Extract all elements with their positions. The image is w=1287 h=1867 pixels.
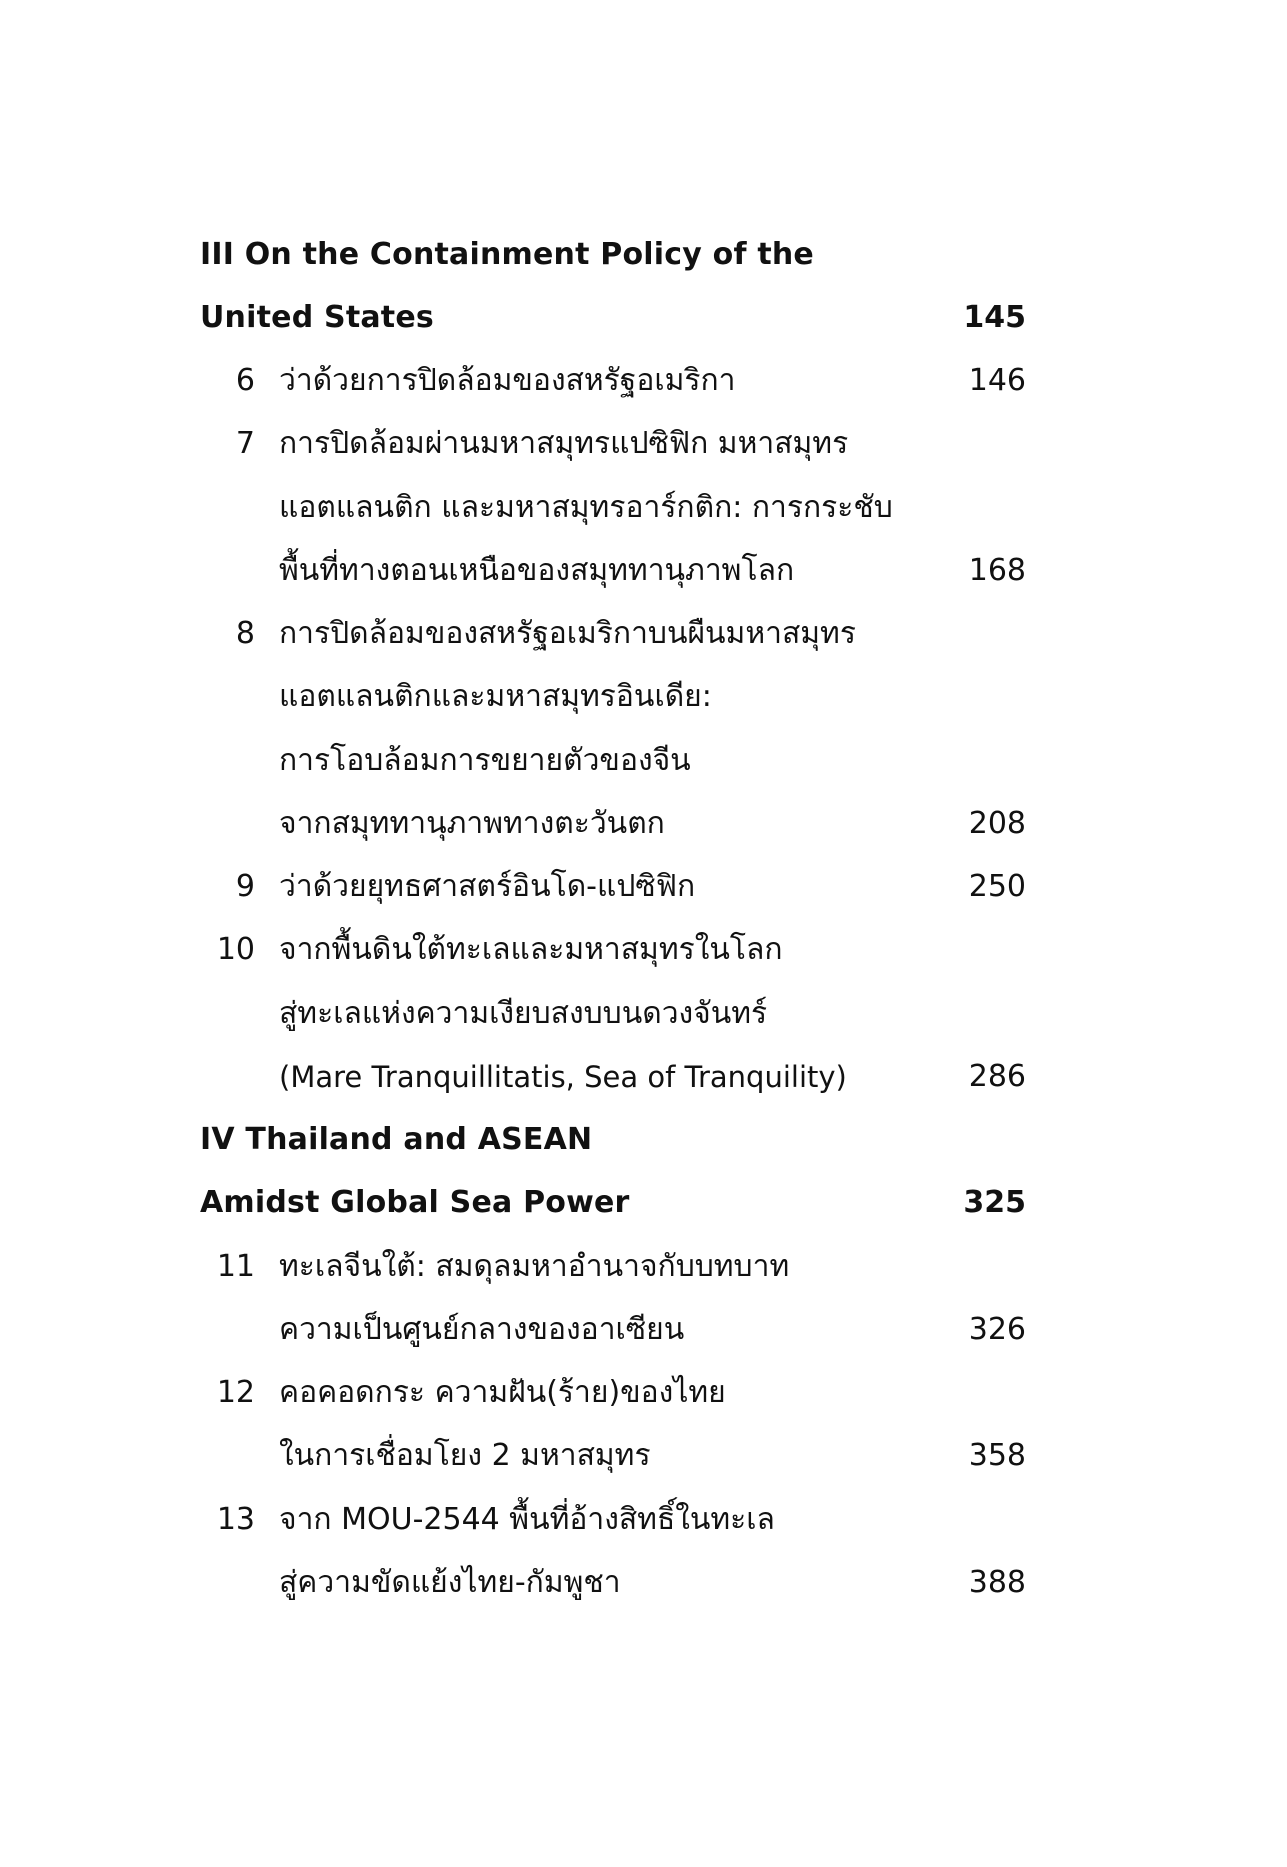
chapter-title-continuation xyxy=(0,982,1287,1046)
chapter-number: 8 xyxy=(235,616,255,651)
chapter-title: จากสมุททานุภาพทางตะวันตก xyxy=(279,806,665,841)
chapter-title: ทะเลจีนใต้: สมดุลมหาอำนาจกับบทบาท xyxy=(279,1249,790,1284)
chapter-page-number: 168 xyxy=(968,553,1026,588)
chapter-title: ความเป็นศูนย์กลางของอาเซียน xyxy=(279,1312,685,1347)
chapter-title: การปิดล้อมของสหรัฐอเมริกาบนผืนมหาสมุทร xyxy=(279,616,856,651)
chapter-number: 9 xyxy=(235,869,255,904)
chapter-title-continuation xyxy=(0,665,1287,729)
chapter-title-continuation xyxy=(0,1551,1287,1615)
chapter-entry xyxy=(0,349,1287,413)
chapter-number: 13 xyxy=(216,1502,255,1537)
chapter-page-number: 358 xyxy=(968,1438,1026,1473)
chapter-page-number: 286 xyxy=(968,1059,1026,1094)
chapter-page-number: 326 xyxy=(968,1312,1026,1347)
chapter-entry xyxy=(0,1361,1287,1425)
chapter-entry xyxy=(0,918,1287,982)
chapter-title-continuation xyxy=(0,539,1287,603)
chapter-entry xyxy=(0,1488,1287,1552)
chapter-title-continuation xyxy=(0,1424,1287,1488)
chapter-entry xyxy=(0,1235,1287,1299)
chapter-title: แอตแลนติกและมหาสมุทรอินเดีย: xyxy=(279,679,712,714)
chapter-title: การโอบล้อมการขยายตัวของจีน xyxy=(279,743,691,778)
chapter-title: การปิดล้อมผ่านมหาสมุทรแปซิฟิก มหาสมุทร xyxy=(279,426,849,461)
part-title: III On the Containment Policy of the xyxy=(200,237,814,272)
chapter-title: ในการเชื่อมโยง 2 มหาสมุทร xyxy=(279,1438,651,1473)
part-title-line xyxy=(0,223,1287,287)
chapter-title: ว่าด้วยการปิดล้อมของสหรัฐอเมริกา xyxy=(279,363,736,398)
part-title-line xyxy=(0,1171,1287,1235)
chapter-entry xyxy=(0,602,1287,666)
part-title: Amidst Global Sea Power xyxy=(200,1185,630,1220)
chapter-number: 7 xyxy=(235,426,255,461)
part-title-line xyxy=(0,1108,1287,1172)
part-title: United States xyxy=(200,300,434,335)
chapter-title: สู่ทะเลแห่งความเงียบสงบบนดวงจันทร์ xyxy=(279,996,768,1031)
chapter-number: 6 xyxy=(235,363,255,398)
chapter-title: จาก MOU-2544 พื้นที่อ้างสิทธิ์ในทะเล xyxy=(279,1502,775,1537)
chapter-page-number: 250 xyxy=(968,869,1026,904)
chapter-title-continuation xyxy=(0,1045,1287,1109)
chapter-title: แอตแลนติก และมหาสมุทรอาร์กติก: การกระชับ xyxy=(279,490,893,525)
chapter-title: (Mare Tranquillitatis, Sea of Tranquility) xyxy=(279,1060,847,1094)
chapter-title-continuation xyxy=(0,729,1287,793)
chapter-title: ว่าด้วยยุทธศาสตร์อินโด-แปซิฟิก xyxy=(279,869,696,904)
chapter-number: 11 xyxy=(216,1249,255,1284)
part-page-number: 145 xyxy=(963,300,1026,335)
part-title: IV Thailand and ASEAN xyxy=(200,1122,593,1157)
chapter-title-continuation xyxy=(0,792,1287,856)
chapter-page-number: 146 xyxy=(968,363,1026,398)
chapter-page-number: 208 xyxy=(968,806,1026,841)
chapter-page-number: 388 xyxy=(968,1565,1026,1600)
chapter-title-continuation xyxy=(0,476,1287,540)
chapter-number: 12 xyxy=(216,1375,255,1410)
chapter-title: คอคอดกระ ความฝัน(ร้าย)ของไทย xyxy=(279,1375,726,1410)
chapter-number: 10 xyxy=(216,932,255,967)
chapter-title: สู่ความขัดแย้งไทย-กัมพูชา xyxy=(279,1565,621,1600)
chapter-entry xyxy=(0,412,1287,476)
chapter-title-continuation xyxy=(0,1298,1287,1362)
chapter-title: จากพื้นดินใต้ทะเลและมหาสมุทรในโลก xyxy=(279,932,783,967)
part-page-number: 325 xyxy=(963,1185,1026,1220)
chapter-entry xyxy=(0,855,1287,919)
part-title-line xyxy=(0,286,1287,350)
chapter-title: พื้นที่ทางตอนเหนือของสมุททานุภาพโลก xyxy=(279,553,795,588)
